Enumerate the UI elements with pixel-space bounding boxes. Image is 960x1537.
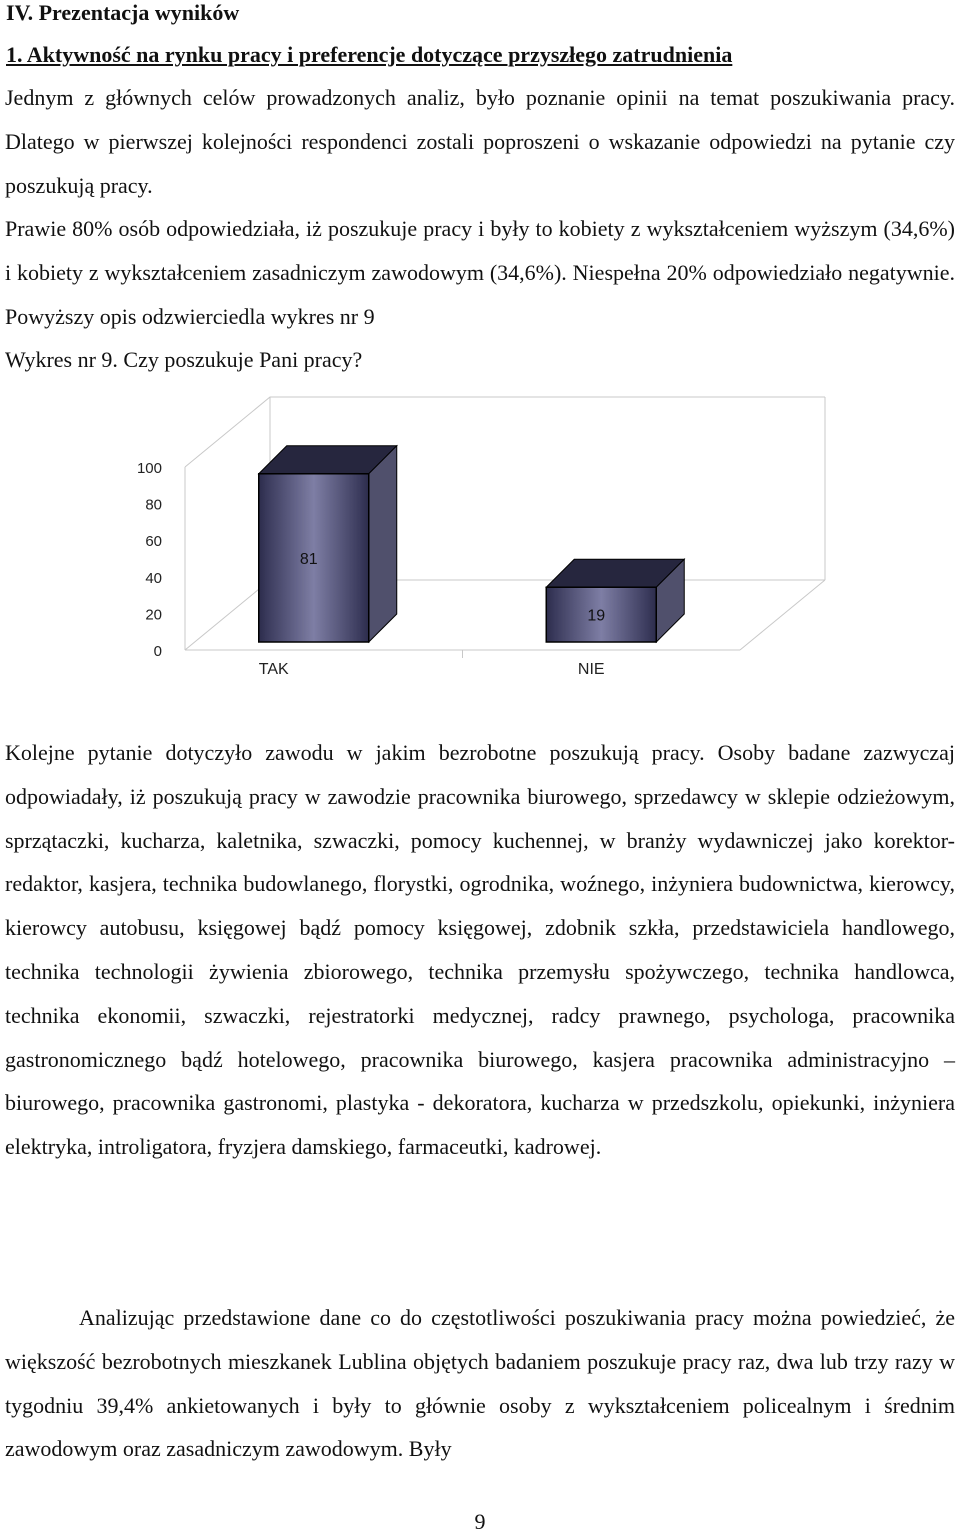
bar-chart-3d [0, 380, 960, 700]
floor-right-edge [740, 580, 825, 650]
section-heading: IV. Prezentacja wyników [6, 0, 240, 25]
bar-tak [259, 446, 397, 642]
y-tick-label: 0 [153, 643, 162, 660]
category-label: NIE [577, 661, 605, 678]
y-axis-ticks [137, 460, 162, 660]
page-number: 9 [474, 1509, 486, 1534]
floor-left-edge [185, 580, 270, 650]
y-tick-label: 40 [145, 569, 162, 587]
bar-data-label: 81 [299, 550, 318, 568]
professions-paragraph: Kolejne pytanie dotyczyło zawodu w jakim bezrobotne poszukują pracy. Osoby badane zazwyczaj odpowiadały, iż poszukują pracy w zawodzie pracownika biurowego, sprzedawcy w sklepie odzieżowym, sprzątaczki, kucharza, kaletnika, szwaczki, pomocy kuchennej, w branży wydawniczej jako korektor-redaktor, kasjera, technika budowlanego, florystki, ogrodnika, woźnego, inżyniera budownictwa, kierowcy, kierowcy autobusu, księgowej bądź pomocy księgowej, zdobnik szkła, przedstawiciela handlowego, technika technologii żywienia zbiorowego, technika przemysłu spożywczego, technika handlowca, technika ekonomii, szwaczki, rejestratorki medycznej, radcy prawnego, psychologa, pracownika gastronomicznego bądź hotelowego, pracownika biurowego, kasjera pracownika administracyjno – biurowego, pracownika gastronomi, plastyka - dekoratora, kucharza w przedszkolu, opiekunki, inżyniera elektryka, introligatora, fryzjera damskiego, farmaceutki, kadrowej. [5, 740, 955, 1160]
y-tick-label: 80 [145, 496, 162, 514]
bar-nie [546, 559, 684, 642]
results-paragraph: Prawie 80% osób odpowiedziała, iż poszukuje pracy i były to kobiety z wykształceniem wyższym (34,6%) i kobiety z wykształceniem zasadniczym zawodowym (34,6%). Niespełna 20% odpowiedziało negatywnie. Powyższy opis odzwierciedla wykres nr 9 [5, 216, 955, 329]
intro-paragraph: Jednym z głównych celów prowadzonych analiz, było poznanie opinii na temat poszukiwania pracy. Dlatego w pierwszej kolejności respondenci zostali poproszeni o wskazanie odpowiedzi na pytanie czy poszukują pracy. [5, 85, 955, 198]
y-tick-label: 100 [136, 460, 162, 477]
x-axis-categories [259, 661, 605, 678]
bar-side-face [369, 446, 397, 642]
category-label: TAK [258, 661, 289, 678]
chart-caption: Wykres nr 9. Czy poszukuje Pani pracy? [5, 347, 363, 372]
bar-data-label: 19 [587, 607, 606, 625]
frequency-paragraph: Analizując przedstawione dane co do częstotliwości poszukiwania pracy można powiedzieć, że większość bezrobotnych mieszkanek Lublina objętych badaniem poszukuje pracy raz, dwa lub trzy razy w tygodniu 39,4% ankietowanych i były to głównie osoby z wykształceniem policealnym i średnim zawodowym oraz zasadniczym zawodowym. Były [5, 1305, 955, 1462]
y-tick-label: 20 [145, 606, 162, 624]
subsection-heading: 1. Aktywność na rynku pracy i preferencje dotyczące przyszłego zatrudnienia [6, 42, 733, 67]
chart-bars [259, 446, 685, 642]
y-tick-label: 60 [145, 533, 162, 551]
